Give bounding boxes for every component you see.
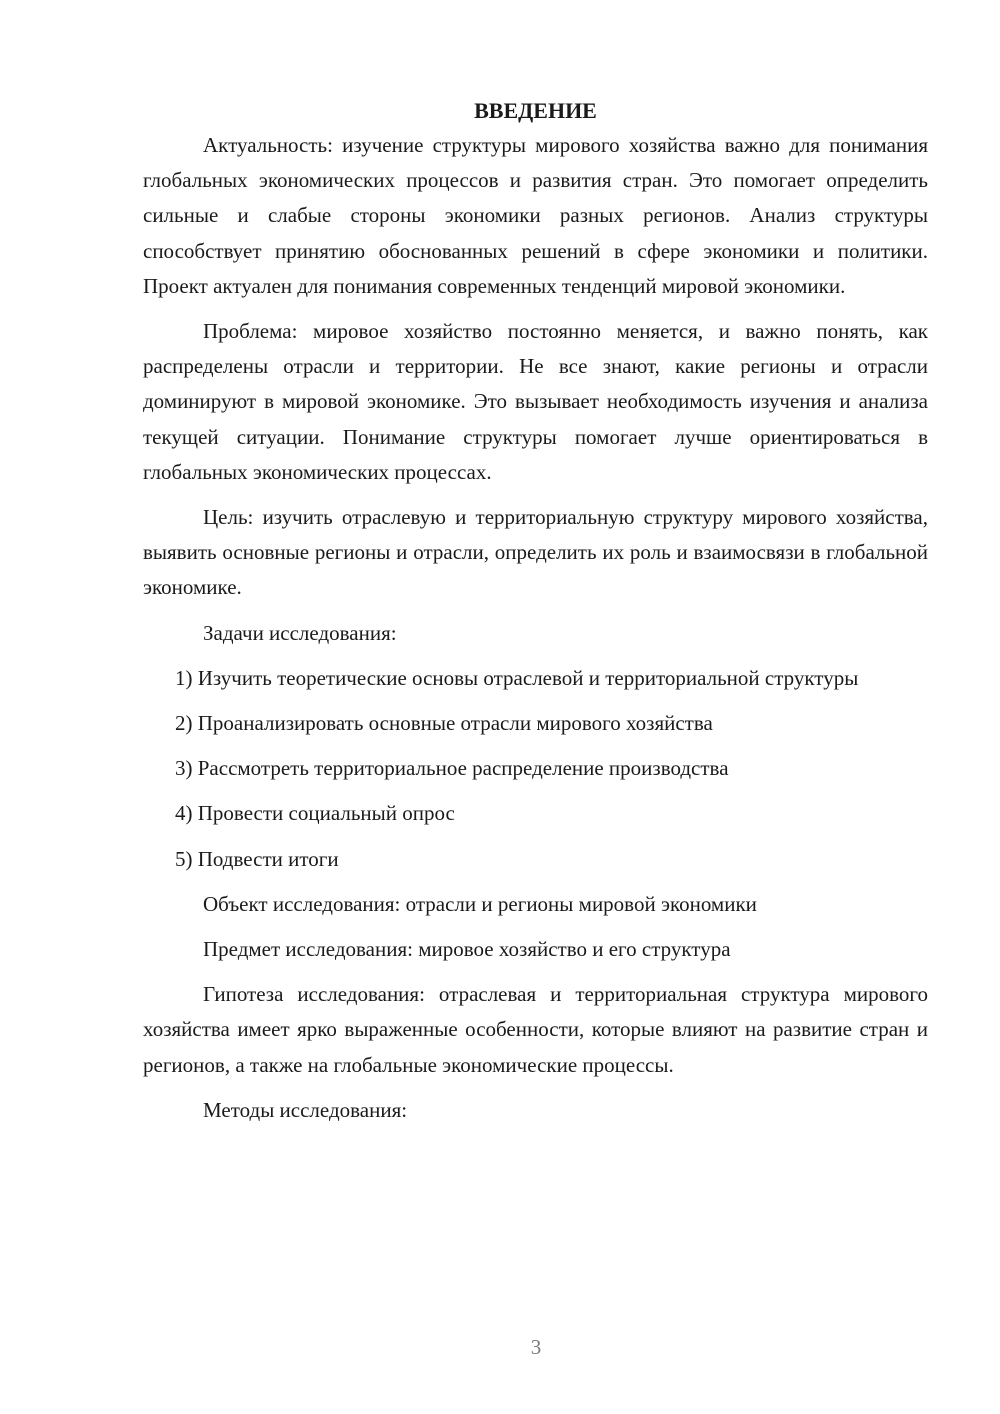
paragraph-object: Объект исследования: отрасли и регионы мировой экономики xyxy=(203,891,757,916)
paragraph-relevance: Актуальность: изучение структуры мирового хозяйства важно для понимания глобальных экономических процессов и развития стран. Это помогает определить сильные и слабые стороны экономики разных регионов. Анализ структуры способствует принятию обоснованных решений в сфере экономики и политики. Проект актуален для понимания современных тенденций мировой экономики. xyxy=(143,133,928,298)
paragraph-hypothesis: Гипотеза исследования: отраслевая и территориальная структура мирового хозяйства имеет ярко выраженные особенности, которые влияют на развитие стран и регионов, а также на глобальные экономические процессы. xyxy=(143,982,928,1077)
section-title: ВВЕДЕНИЕ xyxy=(474,98,597,123)
task-item-5: 5) Подвести итоги xyxy=(175,846,339,871)
paragraph-goal: Цель: изучить отраслевую и территориальную структуру мирового хозяйства, выявить основные регионы и отрасли, определить их роль и взаимосвязи в глобальной экономике. xyxy=(143,505,928,600)
paragraph-subject: Предмет исследования: мировое хозяйство и его структура xyxy=(203,937,731,962)
methods-heading: Методы исследования: xyxy=(203,1097,408,1122)
tasks-heading: Задачи исследования: xyxy=(203,620,397,645)
paragraph-problem: Проблема: мировое хозяйство постоянно меняется, и важно понять, как распределены отрасли и территории. Не все знают, какие регионы и отрасли доминируют в мировой экономике. Это вызывает необходимость изучения и анализа текущей ситуации. Понимание структуры помогает лучше ориентироваться в глобальных экономических процессах. xyxy=(143,319,928,484)
task-item-4: 4) Провести социальный опрос xyxy=(175,801,455,826)
task-item-1: 1) Изучить теоретические основы отраслевой и территориальной структуры xyxy=(175,665,859,690)
task-item-3: 3) Рассмотреть территориальное распределение производства xyxy=(175,756,729,781)
page-number: 3 xyxy=(530,1335,542,1359)
document-page xyxy=(143,96,928,1138)
task-item-2: 2) Проанализировать основные отрасли мирового хозяйства xyxy=(175,711,713,736)
